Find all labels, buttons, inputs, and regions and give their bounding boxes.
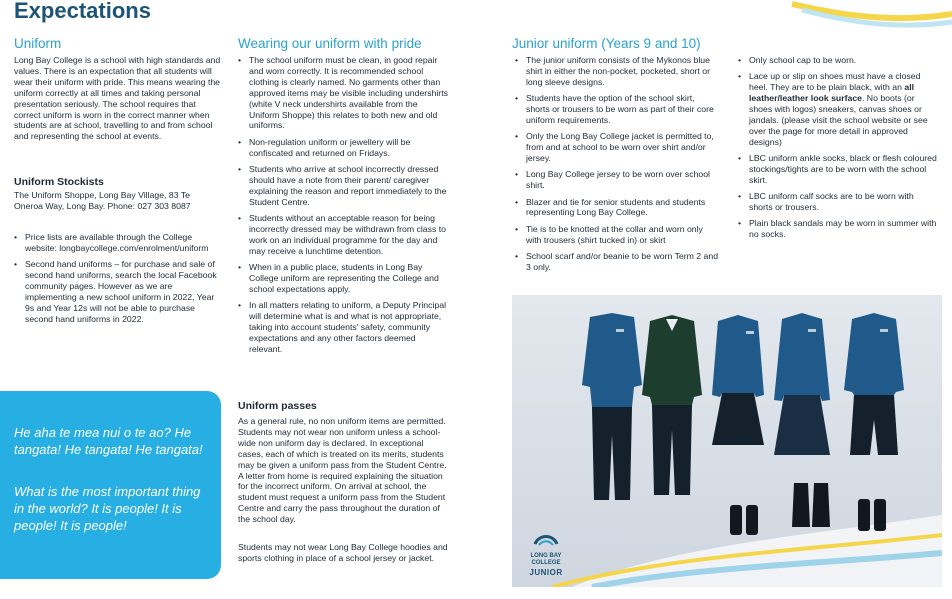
logo-emblem-icon	[533, 532, 559, 548]
list-item: • Price lists are available through the College website: longbaycollege.com/enrolment/uniform	[14, 232, 222, 254]
list-item: • The junior uniform consists of the Mykonos blue shirt in either the non-pocket, pocketed, short or long sleeve designs.	[515, 55, 720, 88]
stockists-list	[14, 232, 222, 330]
uniform-intro: Long Bay College is a school with high standards and values. There is an expectation that all students will wear their uniform with pride. This means wearing the uniform correctly at all times and taking personal presentation seriously. The school requires that correct uniform is worn in the correct manner when students are at school, travelling to and from school and representing the school at events.	[14, 55, 221, 142]
list-item: • In all matters relating to uniform, a Deputy Principal will determine what is and what is not appropriate, taking into account students' safety, community expectations and any other factors deemed relevant.	[238, 300, 450, 355]
english-proverb: What is the most important thing in the world? It is people! It is people! It is people!	[14, 484, 201, 533]
junior-list	[515, 55, 720, 278]
footwear-list	[738, 55, 938, 246]
hoodies-text: Students may not wear Long Bay College hoodies and sports clothing in place of a school jersey or jacket.	[238, 542, 448, 563]
list-item: • Blazer and tie for senior students and students representing Long Bay College.	[515, 197, 720, 219]
pride-list	[238, 55, 450, 360]
maori-proverb: He aha te mea nui o te ao? He tangata! He tangata! He tangata!	[14, 425, 203, 457]
list-item: • Tie is to be knotted at the collar and worn only with trousers (shirt tucked in) or skirt	[515, 224, 720, 246]
junior-heading: Junior uniform (Years 9 and 10)	[512, 36, 701, 51]
list-item: • Only the Long Bay College jacket is permitted to, from and at school to be worn over shirt and/or jersey.	[515, 131, 720, 164]
list-item: • LBC uniform ankle socks, black or flesh coloured stockings/tights are to be worn with the school skirt.	[738, 153, 938, 186]
page-title: Expectations	[14, 0, 151, 23]
uniform-heading: Uniform	[14, 36, 62, 51]
college-logo	[525, 532, 567, 577]
list-item: • Only school cap to be worn.	[738, 55, 938, 66]
outfit-longsleeve-skirt	[774, 313, 830, 455]
shoes-text-bold: all leather/leather look surface	[749, 82, 915, 104]
uniform-photo	[512, 295, 942, 587]
quote-panel	[0, 391, 221, 579]
list-item-shoes	[738, 71, 938, 147]
list-item: • Plain black sandals may be worn in summer with no socks.	[738, 218, 938, 240]
list-item: • Long Bay College jersey to be worn over school shirt.	[515, 169, 720, 191]
list-item: • Second hand uniforms – for purchase and sale of second hand uniforms, search the local Facebook community pages. However as we are implementing a new school uniform in 2022, Year 9s and Year 12s will not be able to purchase second hand uniforms in 2022.	[14, 259, 222, 324]
stockists-heading: Uniform Stockists	[14, 176, 104, 188]
list-item: • Students who arrive at school incorrectly dressed should have a note from their parent/ caregiver explaining the reason and report immediately to the Student Centre.	[238, 164, 450, 208]
stockists-text: The Uniform Shoppe, Long Bay Village, 83 Te Oneroa Way, Long Bay. Phone: 027 303 8087	[14, 190, 191, 211]
list-item: • When in a public place, students in Long Bay College uniform are representing the College and school expectations apply.	[238, 262, 450, 295]
logo-junior: JUNIOR	[529, 568, 563, 577]
logo-line2: COLLEGE	[531, 559, 561, 566]
list-item: • School scarf and/or beanie to be worn Term 2 and 3 only.	[515, 251, 720, 273]
list-item: • Students have the option of the school skirt, shorts or trousers to be worn as part of their core uniform requirements.	[515, 93, 720, 126]
list-item: • LBC uniform calf socks are to be worn with shorts or trousers.	[738, 191, 938, 213]
list-item: • Non-regulation uniform or jewellery will be confiscated and returned on Fridays.	[238, 137, 450, 159]
shoes-text-post: . No boots (or shoes with logos) sneakers, canvas shoes or jandals. (please visit the school website or see over the page for more detail in approved designs)	[749, 93, 928, 147]
outfit-shirt-skirt	[712, 315, 764, 445]
passes-heading: Uniform passes	[238, 400, 317, 412]
list-item: • The school uniform must be clean, in good repair and worn correctly. It is recommended school clothing is clearly named. No garments other than approved items may be visible including undershirts (white V neck undershirts available from the Uniform Shoppe) this relates to both new and old uniforms.	[238, 55, 450, 131]
passes-text: As a general rule, no non uniform items are permitted. Students may not wear non uniform unless a school-wide non uniform day is declared. In exceptional cases, each of which is treated on its merits, students may be given a uniform pass from the Student Centre. A letter from home is required explaining the situation for the incorrect uniform. On arrival at school, the student must request a uniform pass from the Student Centre and carry the pass throughout the duration of the school day.	[238, 416, 447, 525]
list-item: • Students without an acceptable reason for being incorrectly dressed may be withdrawn from class to work on an individual programme for the day and may receive a lunchtime detention.	[238, 213, 450, 257]
logo-line1: LONG BAY	[530, 553, 562, 559]
decorative-swoosh	[782, 0, 952, 40]
shoes-text-pre: Lace up or slip on shoes must have a closed heel. They are to be plain black, with an	[749, 71, 921, 93]
pride-heading: Wearing our uniform with pride	[238, 36, 422, 51]
uniform-illustration	[512, 295, 942, 587]
